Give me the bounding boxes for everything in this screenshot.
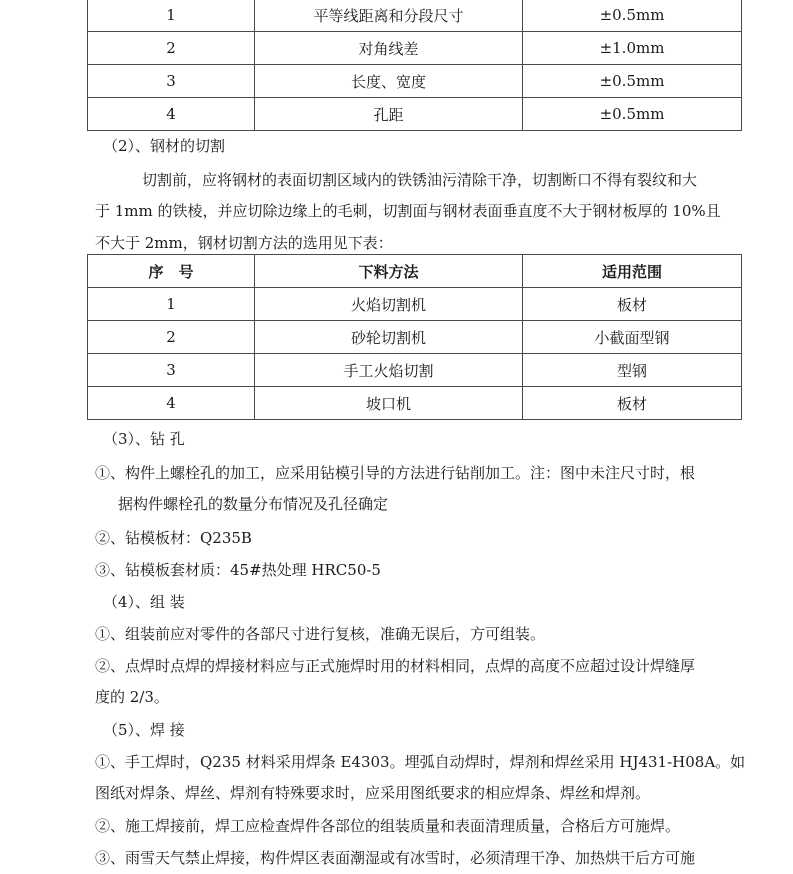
- list-item: ①、构件上螺栓孔的加工，应采用钻模引导的方法进行钻削加工。注：图中未注尺寸时，根: [95, 464, 696, 482]
- table-row: [88, 98, 742, 131]
- table-row: [88, 0, 742, 32]
- row-item: 对角线差: [255, 32, 523, 65]
- row-tolerance: ±0.5mm: [523, 98, 742, 131]
- row-number: 4: [88, 98, 255, 131]
- row-scope: 小截面型钢: [523, 321, 742, 354]
- row-item: 长度、宽度: [255, 65, 523, 98]
- row-number: 3: [88, 65, 255, 98]
- table-header-row: [88, 255, 742, 288]
- table-row: [88, 288, 742, 321]
- paragraph-line: 于 1mm 的铁棱，并应切除边缘上的毛刺，切割面与钢材表面垂直度不大于钢材板厚的 10%且: [95, 202, 721, 220]
- list-item-continuation: 据构件螺栓孔的数量分布情况及孔径确定: [118, 495, 389, 513]
- row-number: 2: [88, 32, 255, 65]
- row-method: 砂轮切割机: [255, 321, 523, 354]
- table-row: [88, 321, 742, 354]
- row-item: 平等线距离和分段尺寸: [255, 0, 523, 32]
- cutting-method-table: [87, 254, 742, 420]
- section-heading: （4）、组 装: [103, 593, 185, 611]
- list-item: ①、手工焊时，Q235 材料采用焊条 E4303。埋弧自动焊时，焊剂和焊丝采用 HJ431-H08A。如: [95, 753, 746, 771]
- row-tolerance: ±0.5mm: [523, 65, 742, 98]
- row-number: 1: [88, 0, 255, 32]
- row-number: 1: [88, 288, 255, 321]
- list-item: ③、雨雪天气禁止焊接，构件焊区表面潮湿或有冰雪时，必须清理干净、加热烘干后方可施: [95, 849, 696, 867]
- table-row: [88, 354, 742, 387]
- header-scope: 适用范围: [523, 255, 742, 288]
- row-item: 孔距: [255, 98, 523, 131]
- paragraph-line: 切割前，应将钢材的表面切割区域内的铁锈油污清除干净，切割断口不得有裂纹和大: [142, 171, 698, 189]
- table-row: [88, 387, 742, 420]
- header-method: 下料方法: [255, 255, 523, 288]
- row-number: 3: [88, 354, 255, 387]
- row-number: 2: [88, 321, 255, 354]
- row-method: 坡口机: [255, 387, 523, 420]
- row-scope: 板材: [523, 387, 742, 420]
- list-item: ②、施工焊接前，焊工应检查焊件各部位的组装质量和表面清理质量，合格后方可施焊。: [95, 817, 681, 835]
- table-row: [88, 65, 742, 98]
- paragraph-line: 不大于 2mm，钢材切割方法的选用见下表：: [95, 234, 393, 252]
- list-item-continuation: 图纸对焊条、焊丝、焊剂有特殊要求时，应采用图纸要求的相应焊条、焊丝和焊剂。: [95, 784, 651, 802]
- tolerance-table: [87, 0, 742, 131]
- list-item: ②、点焊时点焊的焊接材料应与正式施焊时用的材料相同，点焊的高度不应超过设计焊缝厚: [95, 657, 696, 675]
- row-number: 4: [88, 387, 255, 420]
- row-scope: 型钢: [523, 354, 742, 387]
- row-method: 火焰切割机: [255, 288, 523, 321]
- section-heading: （5）、焊 接: [103, 721, 185, 739]
- row-method: 手工火焰切割: [255, 354, 523, 387]
- list-item: ③、钻模板套材质：45#热处理 HRC50-5: [95, 561, 381, 579]
- header-number: 序 号: [88, 255, 255, 288]
- list-item-continuation: 度的 2/3。: [95, 688, 169, 706]
- section-heading: （3）、钻 孔: [103, 430, 185, 448]
- row-scope: 板材: [523, 288, 742, 321]
- row-tolerance: ±1.0mm: [523, 32, 742, 65]
- table-row: [88, 32, 742, 65]
- section-heading: （2）、钢材的切割: [103, 137, 226, 155]
- list-item: ②、钻模板材：Q235B: [95, 529, 252, 547]
- row-tolerance: ±0.5mm: [523, 0, 742, 32]
- list-item: ①、组装前应对零件的各部尺寸进行复核，准确无误后，方可组装。: [95, 625, 546, 643]
